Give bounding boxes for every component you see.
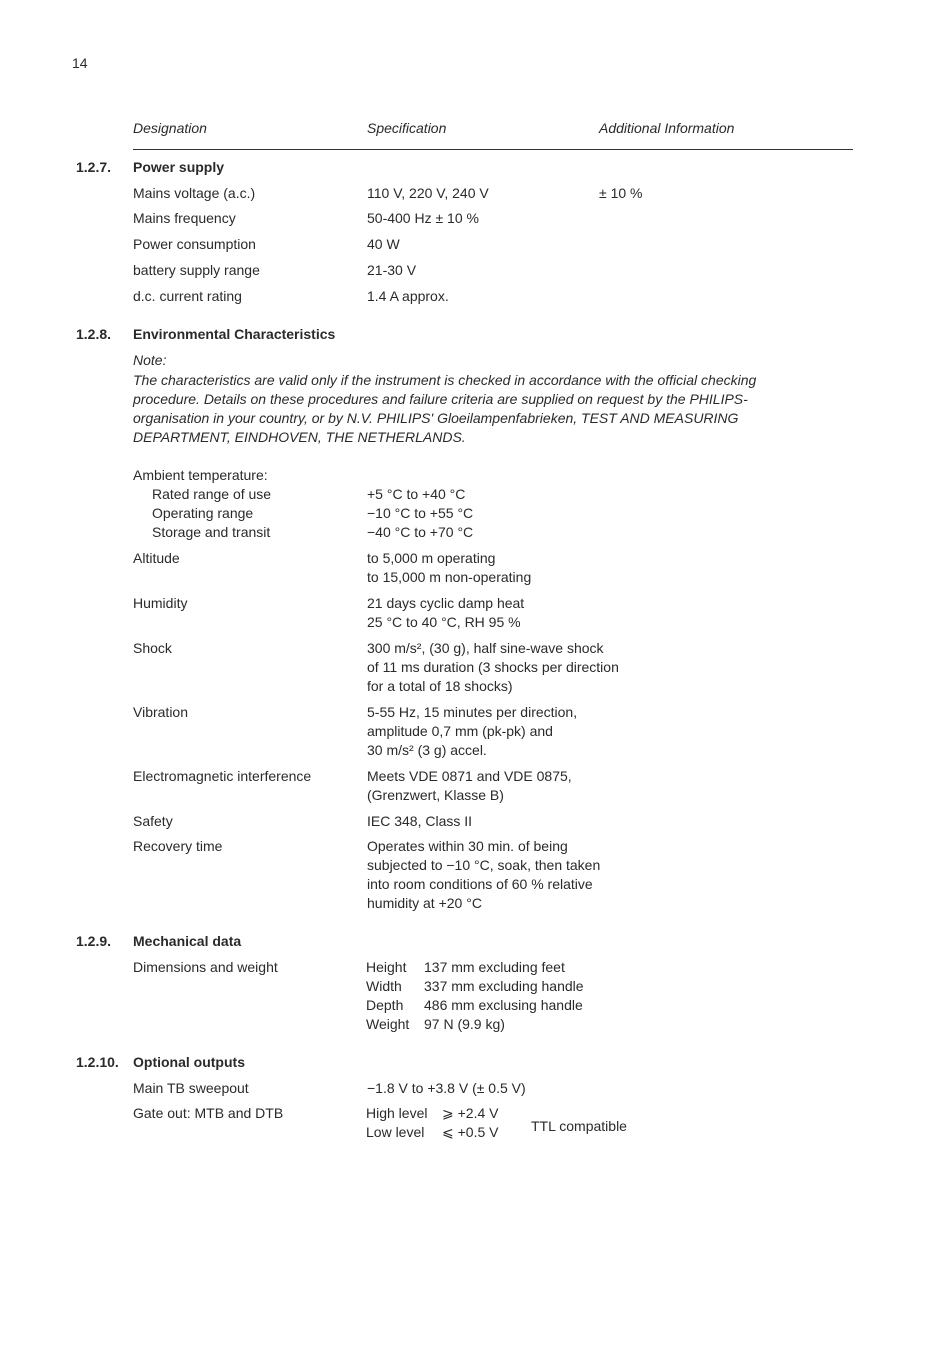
spec-value: 40 W bbox=[367, 236, 400, 252]
spec-value: 110 V, 220 V, 240 V bbox=[367, 185, 489, 201]
dimension-value: 97 N (9.9 kg) bbox=[424, 1016, 505, 1032]
ambient-temperature-label: Ambient temperature: bbox=[133, 467, 268, 483]
shock-value: 300 m/s², (30 g), half sine-wave shock bbox=[367, 640, 604, 656]
storage-transit-label: Storage and transit bbox=[152, 524, 271, 540]
header-designation: Designation bbox=[133, 120, 207, 136]
spec-label: battery supply range bbox=[133, 262, 260, 278]
note-label: Note: bbox=[133, 352, 167, 368]
spec-label: d.c. current rating bbox=[133, 288, 242, 304]
dimension-key: Depth bbox=[366, 997, 404, 1013]
recovery-time-value: subjected to −10 °C, soak, then taken bbox=[367, 857, 601, 873]
section-title-environmental: Environmental Characteristics bbox=[133, 326, 336, 342]
altitude-label: Altitude bbox=[133, 550, 180, 566]
operating-range-label: Operating range bbox=[152, 505, 254, 521]
header-additional-information: Additional Information bbox=[599, 120, 735, 136]
humidity-label: Humidity bbox=[133, 595, 188, 611]
spec-label: Mains voltage (a.c.) bbox=[133, 185, 256, 201]
section-number-1-2-7: 1.2.7. bbox=[76, 159, 112, 175]
recovery-time-value: humidity at +20 °C bbox=[367, 895, 482, 911]
spec-value: 50-400 Hz ± 10 % bbox=[367, 210, 479, 226]
main-tb-sweepout-label: Main TB sweepout bbox=[133, 1080, 249, 1096]
vibration-value: amplitude 0,7 mm (pk-pk) and bbox=[367, 723, 553, 739]
low-level-value: ⩽ +0.5 V bbox=[442, 1124, 499, 1140]
storage-transit-value: −40 °C to +70 °C bbox=[367, 524, 474, 540]
emi-label: Electromagnetic interference bbox=[133, 768, 312, 784]
emi-value: Meets VDE 0871 and VDE 0875, bbox=[367, 768, 572, 784]
section-title-power-supply: Power supply bbox=[133, 159, 225, 175]
shock-value: for a total of 18 shocks) bbox=[367, 678, 513, 694]
recovery-time-label: Recovery time bbox=[133, 838, 223, 854]
dimension-key: Weight bbox=[366, 1016, 410, 1032]
vibration-value: 5-55 Hz, 15 minutes per direction, bbox=[367, 704, 578, 720]
spec-additional: ± 10 % bbox=[599, 185, 643, 201]
altitude-value: to 15,000 m non-operating bbox=[367, 569, 532, 585]
spec-label: Power consumption bbox=[133, 236, 256, 252]
safety-label: Safety bbox=[133, 813, 173, 829]
dimension-value: 486 mm exclusing handle bbox=[424, 997, 583, 1013]
vibration-value: 30 m/s² (3 g) accel. bbox=[367, 742, 487, 758]
dimension-value: 137 mm excluding feet bbox=[424, 959, 565, 975]
header-specification: Specification bbox=[367, 120, 447, 136]
altitude-value: to 5,000 m operating bbox=[367, 550, 496, 566]
rated-range-value: +5 °C to +40 °C bbox=[367, 486, 466, 502]
dimension-key: Width bbox=[366, 978, 402, 994]
shock-label: Shock bbox=[133, 640, 172, 656]
section-number-1-2-10: 1.2.10. bbox=[76, 1054, 119, 1070]
spec-label: Mains frequency bbox=[133, 210, 236, 226]
section-number-1-2-8: 1.2.8. bbox=[76, 326, 112, 342]
section-title-optional-outputs: Optional outputs bbox=[133, 1054, 245, 1070]
dimension-key: Height bbox=[366, 959, 407, 975]
spec-value: 21-30 V bbox=[367, 262, 417, 278]
humidity-value: 25 °C to 40 °C, RH 95 % bbox=[367, 614, 521, 630]
humidity-value: 21 days cyclic damp heat bbox=[367, 595, 525, 611]
section-title-mechanical-data: Mechanical data bbox=[133, 933, 242, 949]
header-rule bbox=[133, 149, 853, 150]
high-level-value: ⩾ +2.4 V bbox=[442, 1105, 499, 1121]
operating-range-value: −10 °C to +55 °C bbox=[367, 505, 474, 521]
high-level-label: High level bbox=[366, 1105, 428, 1121]
ttl-compatible-note: TTL compatible bbox=[531, 1118, 627, 1134]
safety-value: IEC 348, Class II bbox=[367, 813, 473, 829]
spec-value: 1.4 A approx. bbox=[367, 288, 449, 304]
shock-value: of 11 ms duration (3 shocks per direction bbox=[367, 659, 619, 675]
vibration-label: Vibration bbox=[133, 704, 189, 720]
recovery-time-value: into room conditions of 60 % relative bbox=[367, 876, 593, 892]
gate-out-label: Gate out: MTB and DTB bbox=[133, 1105, 284, 1121]
dimensions-weight-label: Dimensions and weight bbox=[133, 959, 278, 975]
low-level-label: Low level bbox=[366, 1124, 425, 1140]
page-number: 14 bbox=[72, 55, 88, 71]
main-tb-sweepout-value: −1.8 V to +3.8 V (± 0.5 V) bbox=[367, 1080, 526, 1096]
note-text: The characteristics are valid only if the instrument is checked in accordance with the official checking procedure. Details on these procedures and failure criteria are supplied on request by the PHILIPS-organisation in your country, or by N.V. PHILIPS' Gloeilampenfabrieken, TEST AND MEASURING DEPARTMENT, EINDHOVEN, THE NETHERLANDS. bbox=[133, 372, 757, 445]
dimension-value: 337 mm excluding handle bbox=[424, 978, 584, 994]
section-number-1-2-9: 1.2.9. bbox=[76, 933, 112, 949]
recovery-time-value: Operates within 30 min. of being bbox=[367, 838, 568, 854]
emi-value: (Grenzwert, Klasse B) bbox=[367, 787, 504, 803]
rated-range-label: Rated range of use bbox=[152, 486, 272, 502]
